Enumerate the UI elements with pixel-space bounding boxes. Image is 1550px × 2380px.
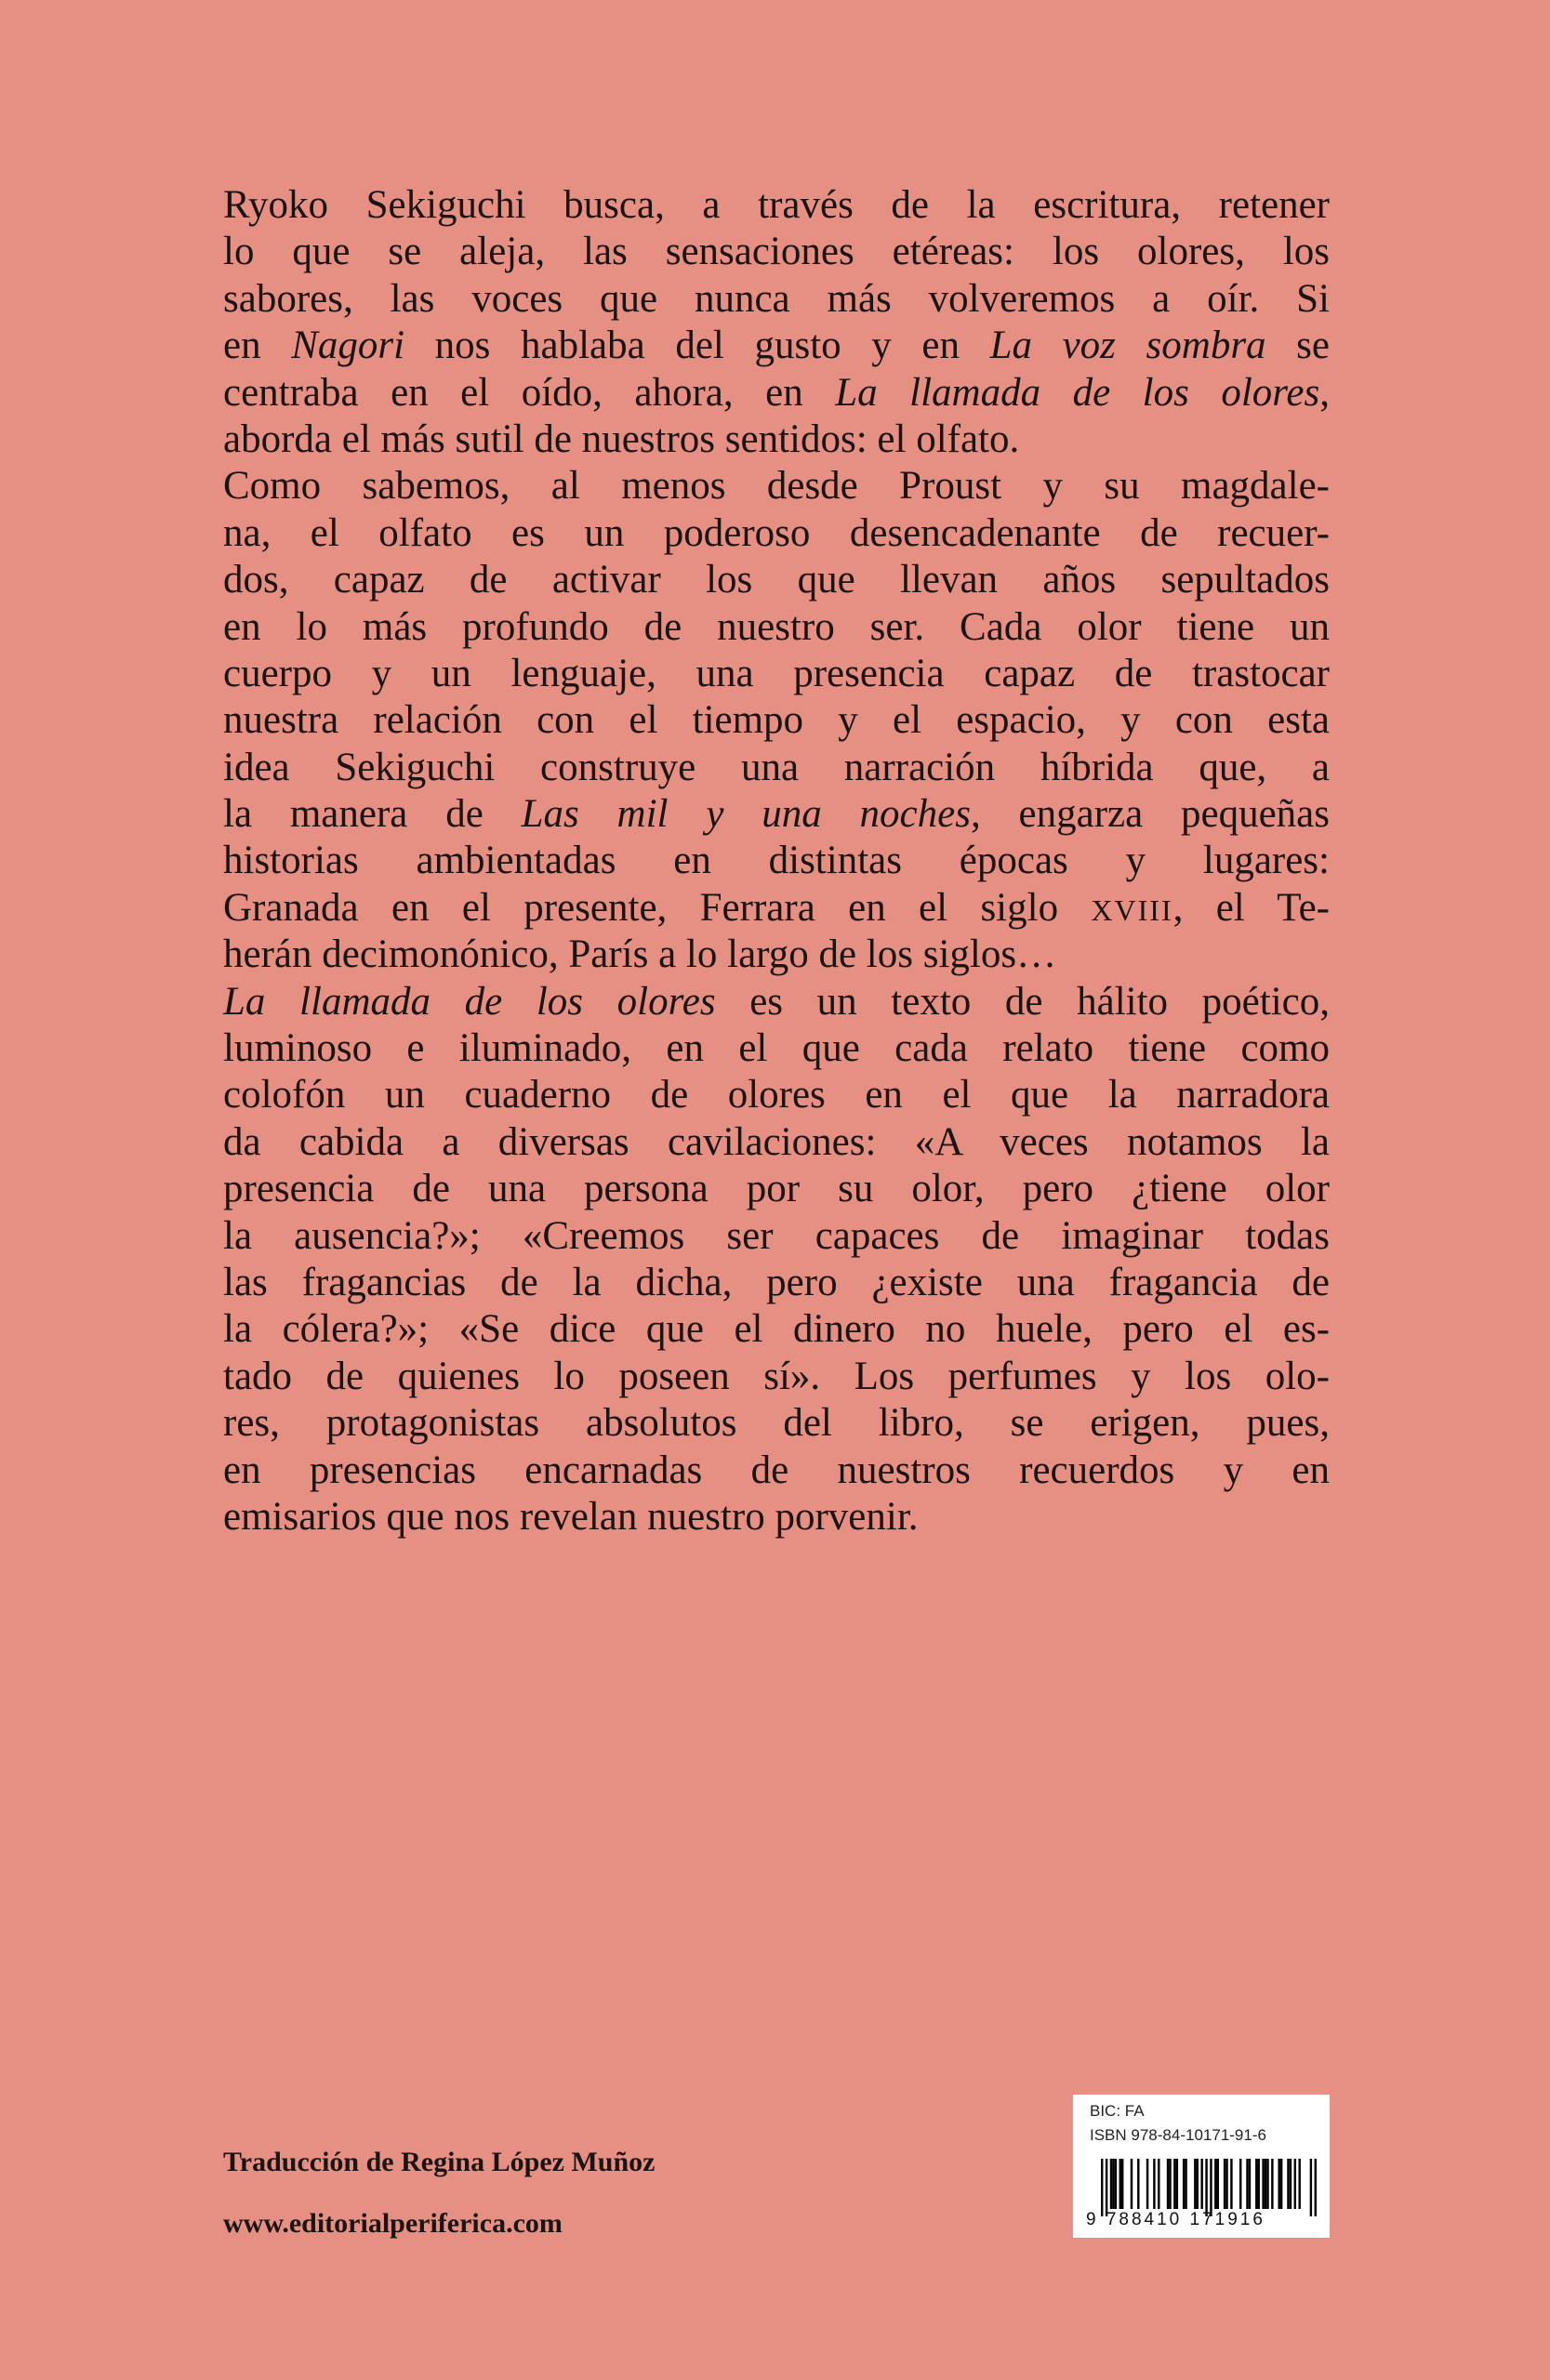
barcode-bar	[1169, 2159, 1171, 2209]
barcode-bar	[1112, 2159, 1114, 2209]
book-title-italic: La voz sombra	[989, 324, 1266, 368]
barcode-bar	[1121, 2159, 1123, 2209]
blurb-text: na, el olfato es un poderoso desencadenante de recuer-	[223, 510, 1330, 555]
blurb-text: colofón un cuaderno de olores en el que la narradora	[223, 1073, 1330, 1117]
blurb-text: herán decimonónico, París a lo largo de los siglos…	[223, 932, 1057, 977]
blurb-line	[223, 1260, 1330, 1306]
blurb-line	[223, 510, 1330, 557]
blurb-line	[223, 557, 1330, 603]
barcode-bar	[1197, 2159, 1199, 2209]
barcode-bar	[1224, 2159, 1225, 2209]
barcode-digits: 9 788410 171916	[1086, 2210, 1265, 2229]
blurb-text: se	[1265, 324, 1330, 368]
barcode-bar	[1210, 2159, 1212, 2216]
blurb-text: da cabida a diversas cavilaciones: «A veces notamos la	[223, 1119, 1330, 1164]
barcode-bar	[1255, 2159, 1257, 2209]
blurb-text: ,	[1319, 370, 1330, 415]
blurb-line	[223, 370, 1330, 416]
barcode-bar	[1214, 2159, 1216, 2209]
barcode-bar	[1249, 2159, 1251, 2209]
barcode-bar	[1194, 2159, 1196, 2209]
barcode-bar	[1158, 2159, 1159, 2209]
barcode-bar	[1119, 2159, 1121, 2209]
barcode-bar	[1294, 2159, 1296, 2209]
blurb-line	[223, 1166, 1330, 1212]
blurb-line	[223, 651, 1330, 697]
barcode-bar	[1146, 2159, 1148, 2209]
barcode-bar	[1217, 2159, 1219, 2209]
blurb-line	[223, 979, 1330, 1025]
blurb-line	[223, 1213, 1330, 1260]
blurb-text: Ryoko Sekiguchi busca, a través de la escritura, retener	[223, 183, 1330, 227]
book-title-italic: Nagori	[291, 324, 405, 368]
barcode-bar	[1290, 2159, 1292, 2209]
blurb-line	[223, 276, 1330, 323]
barcode-bar	[1266, 2159, 1268, 2209]
barcode-bar	[1167, 2159, 1169, 2209]
blurb-text: , el Te-	[1172, 885, 1330, 930]
barcode-bar	[1230, 2159, 1232, 2209]
blurb-line	[223, 182, 1330, 229]
blurb-text: cuerpo y un lenguaje, una presencia capaz de trastocar	[223, 651, 1330, 695]
blurb-line	[223, 1306, 1330, 1353]
barcode-bar	[1131, 2159, 1133, 2209]
blurb-line	[223, 229, 1330, 275]
barcode-bar	[1110, 2159, 1112, 2209]
barcode-bar	[1137, 2159, 1139, 2209]
barcode-bar	[1101, 2159, 1103, 2216]
barcode-bar	[1315, 2159, 1317, 2216]
blurb-line	[223, 1025, 1330, 1072]
blurb-line	[223, 885, 1330, 932]
blurb-text: las fragancias de la dicha, pero ¿existe una fragancia de	[223, 1260, 1330, 1304]
blurb-text: es un texto de hálito poético,	[715, 979, 1330, 1024]
blurb-text: emisarios que nos revelan nuestro porvenir.	[223, 1494, 919, 1539]
barcode-bar	[1173, 2159, 1175, 2209]
barcode-bar	[1183, 2159, 1185, 2209]
bic-code: BIC: FA	[1090, 2102, 1145, 2120]
isbn-barcode-label	[1073, 2095, 1330, 2238]
barcode-bar	[1115, 2159, 1117, 2209]
publisher-website: www.editorialperiferica.com	[223, 2208, 563, 2239]
blurb-text: lo que se aleja, las sensaciones etéreas: los olores, los	[223, 230, 1330, 274]
barcode-bar	[1225, 2159, 1227, 2209]
barcode-bar	[1176, 2159, 1178, 2209]
book-title-italic: La llamada de los olores	[223, 979, 716, 1024]
barcode-bar	[1280, 2159, 1282, 2209]
blurb-line	[223, 416, 1330, 463]
barcode-bars	[1101, 2159, 1317, 2216]
barcode-bar	[1239, 2159, 1241, 2209]
barcode-bar	[1185, 2159, 1186, 2209]
barcode-bar	[1246, 2159, 1248, 2209]
blurb-text: presencia de una persona por su olor, pero ¿tiene olor	[223, 1167, 1330, 1211]
book-title-italic: La llamada de los olores	[835, 370, 1320, 415]
blurb-line	[223, 1072, 1330, 1118]
back-cover-blurb	[223, 182, 1330, 1540]
blurb-text: luminoso e iluminado, en el que cada relato tiene como	[223, 1026, 1330, 1071]
blurb-text: tado de quienes lo poseen sí». Los perfumes y los olo-	[223, 1354, 1330, 1398]
barcode-bar	[1205, 2159, 1207, 2216]
barcode-bar	[1153, 2159, 1155, 2209]
blurb-line	[223, 1400, 1330, 1447]
blurb-line	[223, 323, 1330, 369]
blurb-text: centraba en el oído, ahora, en	[223, 370, 836, 415]
barcode-bar	[1106, 2159, 1107, 2216]
blurb-line	[223, 791, 1330, 838]
barcode-bar	[1258, 2159, 1260, 2209]
barcode-bar	[1262, 2159, 1264, 2209]
blurb-text: , engarza pequeñas	[970, 792, 1330, 837]
barcode-bar	[1271, 2159, 1273, 2209]
blurb-text: idea Sekiguchi construye una narración híbrida que, a	[223, 745, 1330, 789]
blurb-text: en	[223, 324, 292, 368]
blurb-text: sabores, las voces que nunca más volveremos a oír. Si	[223, 276, 1330, 321]
blurb-line	[223, 1119, 1330, 1166]
translator-credit: Traducción de Regina López Muñoz	[223, 2147, 656, 2177]
barcode-bar	[1265, 2159, 1266, 2209]
blurb-line	[223, 1448, 1330, 1494]
blurb-text: en lo más profundo de nuestro ser. Cada olor tiene un	[223, 604, 1330, 649]
blurb-line	[223, 1494, 1330, 1540]
blurb-text: Granada en el presente, Ferrara en el siglo	[223, 885, 1092, 930]
blurb-text: nuestra relación con el tiempo y el espacio, y con esta	[223, 698, 1330, 743]
blurb-text: Como sabemos, al menos desde Proust y su magdale-	[223, 464, 1330, 509]
blurb-line	[223, 697, 1330, 744]
isbn-number: ISBN 978-84-10171-91-6	[1090, 2126, 1266, 2144]
blurb-line	[223, 745, 1330, 791]
barcode-bar	[1310, 2159, 1312, 2216]
barcode-bar	[1298, 2159, 1300, 2209]
blurb-text: la manera de	[223, 792, 522, 837]
book-title-italic: Las mil y una noches	[521, 792, 971, 837]
barcode-bar	[1287, 2159, 1289, 2209]
blurb-text: nos hablaba del gusto y en	[404, 324, 990, 368]
blurb-text: aborda el más sutil de nuestros sentidos: el olfato.	[223, 416, 1020, 461]
blurb-text: XVIII	[1091, 892, 1173, 927]
blurb-text: res, protagonistas absolutos del libro, se erigen, pues,	[223, 1401, 1330, 1446]
blurb-line	[223, 838, 1330, 884]
blurb-line	[223, 604, 1330, 651]
blurb-line	[223, 932, 1330, 978]
blurb-line	[223, 1354, 1330, 1400]
barcode-bar	[1278, 2159, 1279, 2209]
blurb-line	[223, 463, 1330, 509]
blurb-text: la cólera?»; «Se dice que el dinero no huele, pero el es-	[223, 1307, 1330, 1352]
blurb-text: historias ambientadas en distintas épocas y lugares:	[223, 839, 1330, 883]
blurb-text: dos, capaz de activar los que llevan años sepultados	[223, 558, 1330, 602]
blurb-text: en presencias encarnadas de nuestros recuerdos y en	[223, 1448, 1330, 1492]
blurb-text: la ausencia?»; «Creemos ser capaces de imaginar todas	[223, 1213, 1330, 1258]
barcode-bar	[1200, 2159, 1202, 2209]
